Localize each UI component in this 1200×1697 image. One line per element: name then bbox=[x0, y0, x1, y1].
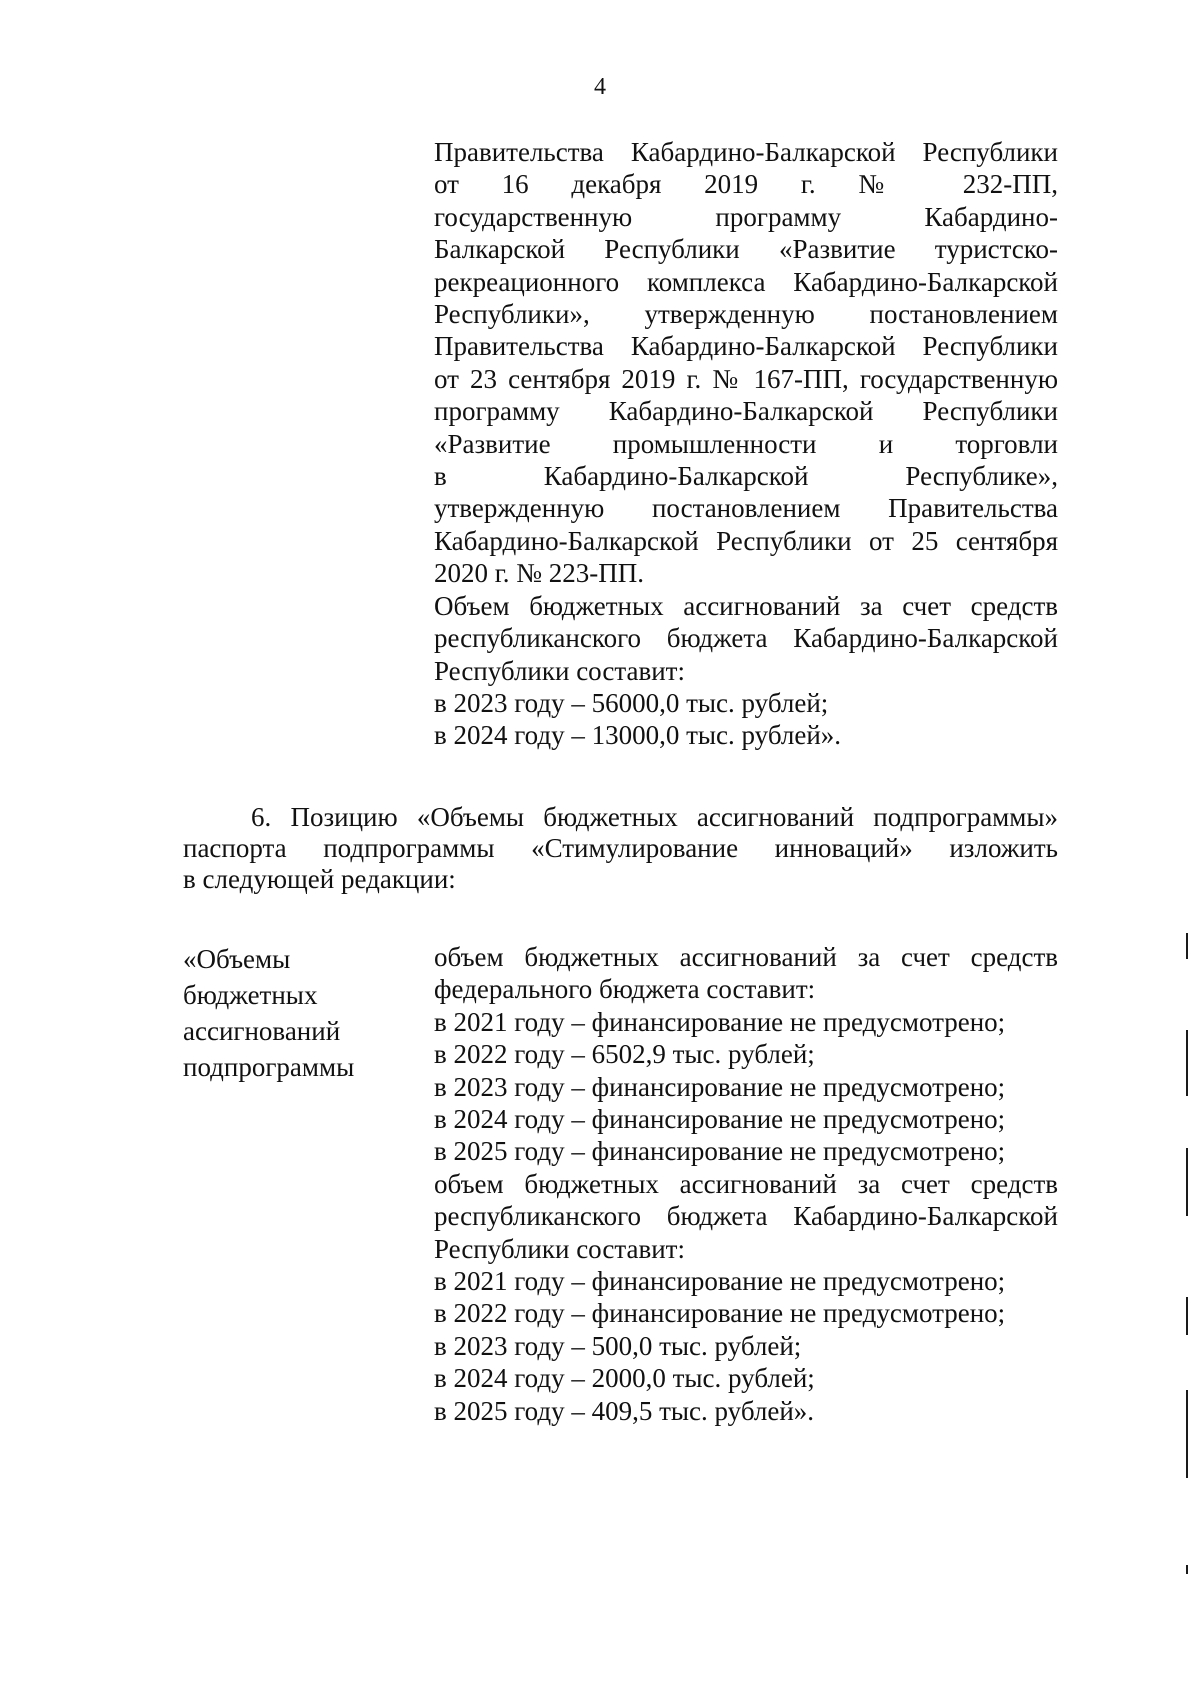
continuation-block bbox=[434, 136, 1058, 752]
position-value bbox=[434, 941, 1058, 1427]
page-number: 4 bbox=[594, 74, 606, 100]
budget-line: в 2024 году – 13000,0 тыс. рублей». bbox=[434, 720, 842, 751]
value-line: республиканского бюджета Кабардино-Балкарской bbox=[434, 1201, 1058, 1232]
value-line: федерального бюджета составит: bbox=[434, 974, 816, 1005]
budget-line: республиканского бюджета Кабардино-Балкарской bbox=[434, 623, 1058, 654]
continuation-line: государственную программу Кабардино- bbox=[434, 201, 1058, 232]
scan-artifact bbox=[1186, 1297, 1188, 1335]
label-line: подпрограммы bbox=[183, 1052, 355, 1082]
value-line: в 2025 году – 409,5 тыс. рублей». bbox=[434, 1395, 815, 1426]
scan-artifact bbox=[1186, 1030, 1188, 1096]
continuation-line: от 16 декабря 2019 г. № 232-ПП, bbox=[434, 169, 1058, 200]
continuation-line: 2020 г. № 223-ПП. bbox=[434, 558, 645, 589]
paragraph-6 bbox=[183, 802, 1058, 895]
value-line: Республики составит: bbox=[434, 1233, 685, 1264]
continuation-line: рекреационного комплекса Кабардино-Балкарской bbox=[434, 266, 1058, 297]
value-line: в 2024 году – финансирование не предусмотрено; bbox=[434, 1104, 1006, 1135]
value-line: в 2022 году – 6502,9 тыс. рублей; bbox=[434, 1039, 815, 1070]
budget-line: Объем бюджетных ассигнований за счет средств bbox=[434, 590, 1058, 621]
continuation-line: от 23 сентября 2019 г. № 167-ПП, государственную bbox=[434, 363, 1058, 394]
continuation-line: Правительства Кабардино-Балкарской Республики bbox=[434, 331, 1058, 362]
label-line: ассигнований bbox=[183, 1016, 341, 1046]
continuation-line: Республики», утвержденную постановлением bbox=[434, 299, 1058, 330]
paragraph-line: в следующей редакции: bbox=[183, 864, 456, 894]
value-line: в 2024 году – 2000,0 тыс. рублей; bbox=[434, 1363, 815, 1394]
budget-line: в 2023 году – 56000,0 тыс. рублей; bbox=[434, 687, 829, 718]
continuation-line: «Развитие промышленности и торговли bbox=[434, 428, 1058, 459]
value-line: в 2025 году – финансирование не предусмотрено; bbox=[434, 1136, 1006, 1167]
continuation-line: Правительства Кабардино-Балкарской Республики bbox=[434, 137, 1058, 167]
value-line: в 2022 году – финансирование не предусмотрено; bbox=[434, 1298, 1006, 1329]
budget-line: Республики составит: bbox=[434, 655, 685, 686]
value-line: объем бюджетных ассигнований за счет средств bbox=[434, 942, 1058, 972]
scan-artifact bbox=[1186, 1390, 1188, 1478]
continuation-line: Кабардино-Балкарской Республики от 25 сентября bbox=[434, 525, 1058, 556]
paragraph-line: паспорта подпрограммы «Стимулирование инноваций» изложить bbox=[183, 833, 1058, 863]
label-line: бюджетных bbox=[183, 980, 318, 1010]
value-line: в 2021 году – финансирование не предусмотрено; bbox=[434, 1266, 1006, 1297]
label-line: «Объемы bbox=[183, 944, 291, 974]
continuation-line: в Кабардино-Балкарской Республике», bbox=[434, 461, 1058, 492]
value-line: в 2021 году – финансирование не предусмотрено; bbox=[434, 1006, 1006, 1037]
value-line: в 2023 году – 500,0 тыс. рублей; bbox=[434, 1330, 802, 1361]
scan-artifact bbox=[1186, 1148, 1188, 1216]
paragraph-line: 6. Позицию «Объемы бюджетных ассигнований подпрограммы» bbox=[251, 802, 1058, 832]
scan-artifact bbox=[1186, 933, 1188, 959]
value-line: объем бюджетных ассигнований за счет средств bbox=[434, 1168, 1058, 1199]
continuation-line: программу Кабардино-Балкарской Республики bbox=[434, 396, 1058, 427]
position-label bbox=[183, 941, 393, 1085]
continuation-line: Балкарской Республики «Развитие туристско- bbox=[434, 234, 1058, 265]
value-line: в 2023 году – финансирование не предусмотрено; bbox=[434, 1071, 1006, 1102]
continuation-line: утвержденную постановлением Правительства bbox=[434, 493, 1058, 524]
scan-artifact bbox=[1186, 1565, 1188, 1574]
